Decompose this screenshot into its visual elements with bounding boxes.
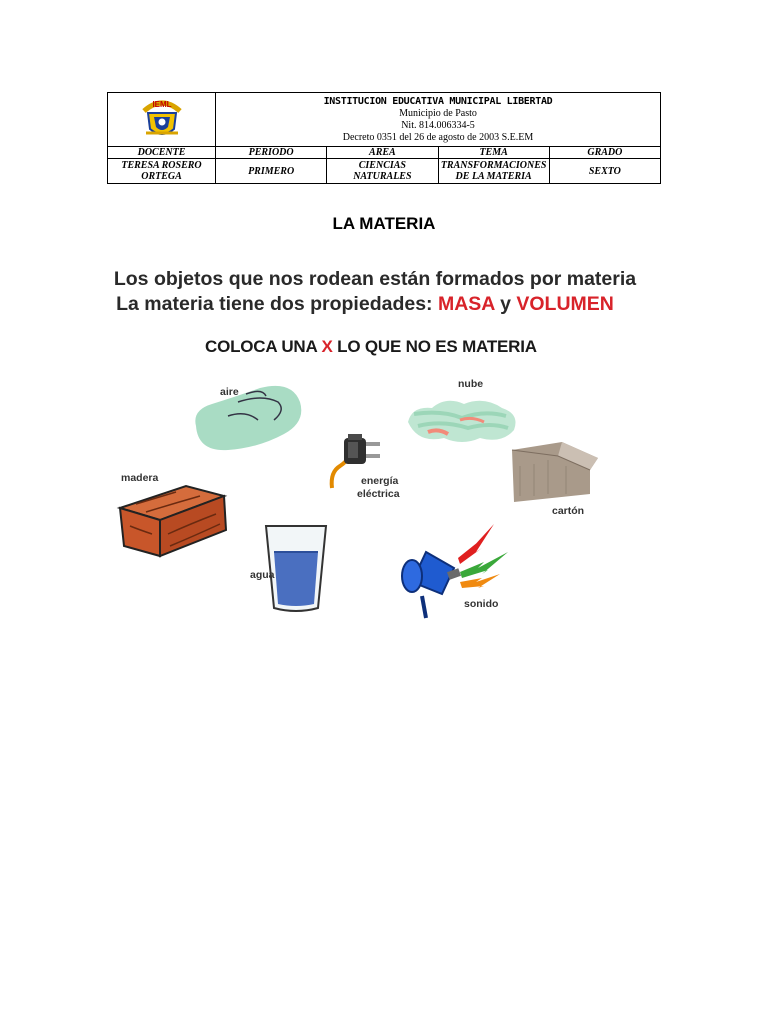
header-table: [107, 92, 661, 184]
intro-line-2-prefix: La materia tiene dos propiedades:: [116, 293, 438, 315]
periodo-value: PRIMERO: [216, 159, 327, 184]
instruction-x: X: [321, 337, 333, 356]
grado-value: SEXTO: [549, 159, 660, 184]
y-connector: y: [494, 293, 517, 315]
label-nube: nube: [458, 378, 484, 390]
masa-label: MASA: [437, 293, 495, 315]
col-tema: TEMA: [438, 147, 549, 159]
area-line-1: CIENCIAS: [358, 160, 406, 171]
tema-value: [438, 159, 549, 184]
label-agua: agua: [250, 569, 275, 581]
instruction-prefix: COLOCA UNA: [205, 337, 322, 356]
air-icon: [188, 380, 306, 456]
intro-line-2: [0, 293, 730, 316]
wood-block-icon: [116, 474, 230, 560]
col-docente: DOCENTE: [108, 147, 216, 159]
decree: Decreto 0351 del 26 de agosto de 2003 S.E.EM: [342, 131, 534, 143]
docente-line-2: ORTEGA: [141, 171, 182, 182]
cloud-icon: [402, 392, 522, 448]
docente-line-1: TERESA ROSERO: [121, 160, 202, 171]
institution-info: [216, 93, 661, 147]
cardboard-icon: [506, 436, 602, 506]
docente-value: [108, 159, 216, 184]
area-value: [327, 159, 438, 184]
svg-text:IEML: IEML: [151, 100, 172, 109]
col-area: AREA: [327, 147, 438, 159]
label-energia-1: energía: [361, 475, 399, 487]
col-periodo: PERIODO: [216, 147, 327, 159]
tema-line-2: DE LA MATERIA: [455, 171, 532, 182]
water-glass-icon: [260, 522, 332, 614]
label-carton: cartón: [552, 505, 585, 517]
label-madera: madera: [121, 472, 159, 484]
volumen-label: VOLUMEN: [516, 293, 614, 315]
nit: Nit. 814.006334-5: [401, 119, 475, 131]
institution-name: INSTITUCION EDUCATIVA MUNICIPAL LIBERTAD: [323, 95, 553, 107]
page-title: LA MATERIA: [332, 214, 436, 233]
instruction-suffix: LO QUE NO ES MATERIA: [332, 337, 537, 356]
school-logo-icon: [138, 93, 186, 141]
instruction: [205, 337, 537, 357]
label-sonido: sonido: [464, 598, 499, 610]
col-grado: GRADO: [549, 147, 660, 159]
area-line-2: NATURALES: [353, 171, 412, 182]
label-aire: aire: [220, 386, 239, 398]
intro-line-1: Los objetos que nos rodean están formados por materia: [113, 268, 637, 290]
tema-line-1: TRANSFORMACIONES: [440, 160, 547, 171]
logo-cell: [108, 93, 216, 147]
municipality: Municipio de Pasto: [399, 107, 477, 119]
label-energia-2: eléctrica: [357, 488, 400, 500]
